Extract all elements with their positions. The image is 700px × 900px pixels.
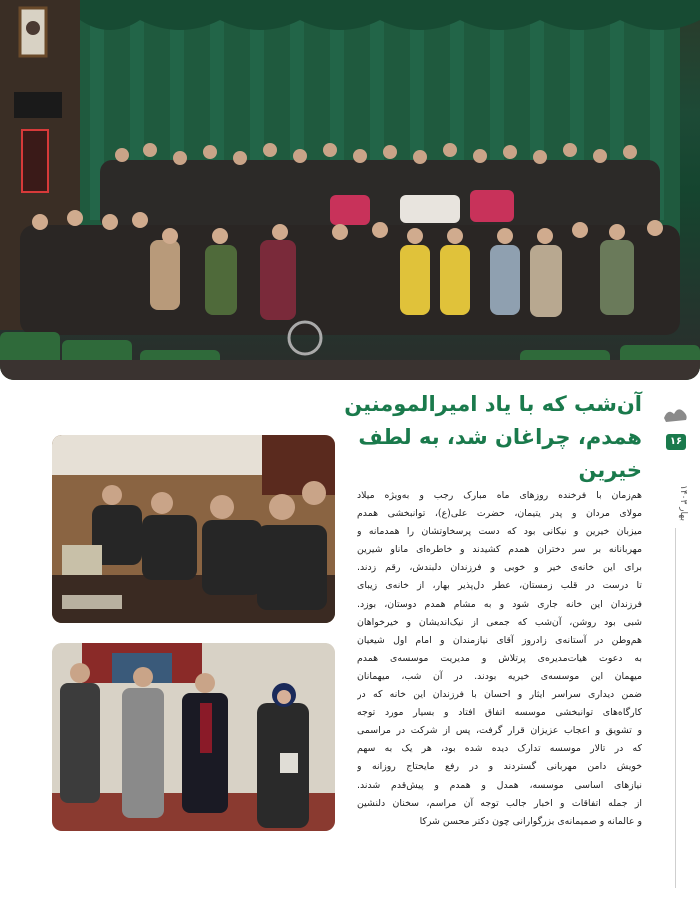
body-line: و تشویق و اعجاب عزیزان قرار گرفت، پس از شرکت در مراسمی [357, 725, 642, 737]
body-line: فرزندان این خانه جاری شود و به مشام همدم دوستان، بوزد. [357, 598, 642, 610]
photo-workshop-visit [52, 643, 335, 831]
body-line: و عالمانه و صمیمانه‌ی بزرگوارانی چون دکتر محسن شرکا [419, 815, 642, 827]
body-line: به دعوت هیات‌مدیره‌ی پرتلاش و مدیریت موسسه‌ی همدم [357, 652, 642, 664]
margin-rule [675, 528, 676, 888]
body-line: از جمله اتفاقات و اخبار جالب توجه آن مراسم، سخنان دلنشین [357, 797, 642, 809]
article-title-line2: همدم، چراغان شد، به لطف خیرین [358, 425, 642, 482]
issue-label: بهار ۱۴۰۳ [678, 485, 688, 521]
body-line: میزبان خیرین و نیکانی بود که دست پرسخاوتشان را همدمانه و [357, 526, 642, 538]
article-title [312, 388, 642, 487]
body-line: خویش دامن مهربانی گستردند و در رفع مایحتاج روزانه و [357, 761, 642, 773]
photo-seated-guests [52, 435, 335, 623]
body-line: شبی بود روشن، آن‌شب که جمعی از نیک‌اندیشان و خیرخواهان [357, 616, 642, 628]
article-title-line1: آن‌شب که با یاد امیرالمومنین [344, 392, 642, 416]
body-line: هم‌زمان با فرخنده روزهای ماه مبارک رجب و به‌ویژه میلاد [357, 490, 642, 501]
body-line: که در تالار موسسه تدارک دیده شده بود، هر یک به سهم [357, 743, 642, 755]
hero-photo-illustration [0, 0, 700, 380]
body-line: تا درست در قلب زمستان، عطر دل‌پذیر بهار، از خانه‌ی زیبای [357, 580, 642, 592]
body-line: کارگاه‌های توانبخشی موسسه اتفاق افتاد و بسیار مورد توجه [357, 707, 642, 719]
page-number: ۱۶ [666, 434, 686, 450]
article-body [357, 487, 642, 831]
magazine-logo [662, 404, 690, 426]
body-line: مهربانانه بر سر دختران همدم کشیدند و خاطره‌ای ماناو شیرین [357, 544, 642, 556]
photo-workshop-illustration [52, 643, 335, 831]
photo-seated-illustration [52, 435, 335, 623]
body-line: میهمان این موسسه‌ی خیریه بودند. در آن شب، میهمانان [357, 670, 642, 682]
body-line: هم‌وطن در آستانه‌ی زادروز آقای نیازمندان و امام اول شیعیان [357, 634, 642, 646]
body-line: نیازهای اساسی موسسه، همدل و همدم و پیش‌قدم شدند. [357, 779, 642, 791]
body-line: برای این خانه‌ی خیر و خوبی و فرزندان دلبندش، رقم زدند. [357, 562, 642, 574]
body-line: مولای مردان و پدر یتیمان، حضرت علی(ع)، توانبخشی همدم [357, 508, 642, 520]
body-line: ضمن دیداری سراسر ایثار و احسان با فرزندان این خانه که در [357, 689, 642, 701]
hero-group-photo [0, 0, 700, 380]
